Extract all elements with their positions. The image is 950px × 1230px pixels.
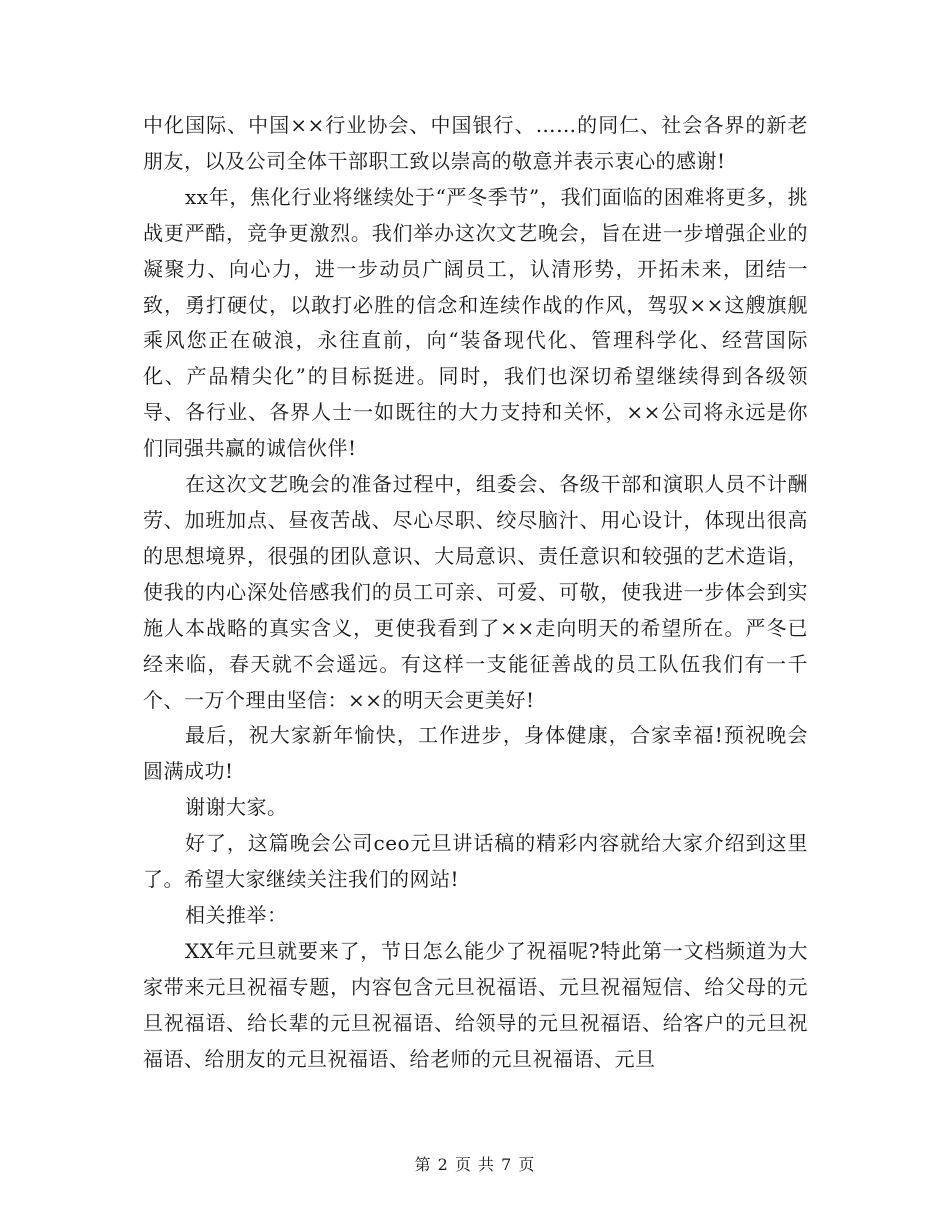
paragraph-continued-thanks: 中化国际、中国××行业协会、中国银行、……的同仁、社会各界的新老朋友，以及公司全体干部职工致以崇高的敬意并表示衷心的感谢! (143, 113, 808, 173)
paragraph-thank-you: 谢谢大家。 (185, 795, 288, 820)
paragraph-closing-note: 好了，这篇晚会公司ceo元旦讲话稿的精彩内容就给大家介绍到这里了。希望大家继续关注我们的网站! (143, 831, 808, 892)
document-body (143, 108, 808, 1077)
paragraph-related-heading: 相关推举： (185, 902, 288, 927)
page-number: 第 2 页 共 7 页 (414, 1155, 536, 1174)
paragraph-related-content: XX年元旦就要来了，节日怎么能少了祝福呢?特此第一文档频道为大家带来元旦祝福专题，内容包含元旦祝福语、元旦祝福短信、给父母的元旦祝福语、给长辈的元旦祝福语、给领导的元旦祝福语、给客户的元旦祝福语、给朋友的元旦祝福语、给老师的元旦祝福语、元旦 (143, 938, 808, 1071)
paragraph-industry-outlook: xx年，焦化行业将继续处于“严冬季节”，我们面临的困难将更多，挑战更严酷，竞争更激烈。我们举办这次文艺晚会，旨在进一步增强企业的凝聚力、向心力，进一步动员广阔员工，认清形势，开拓未来，团结一致，勇打硬仗，以敢打必胜的信念和连续作战的作风，驾驭××这艘旗舰乘风您正在破浪，永往直前，向“装备现代化、管理科学化、经营国际化、产品精尖化”的目标挺进。同时，我们也深切希望继续得到各级领导、各行业、各界人士一如既往的大力支持和关怀，××公司将永远是你们同强共赢的诚信伙伴! (143, 184, 808, 461)
paragraph-new-year-wishes: 最后，祝大家新年愉快，工作进步，身体健康，合家幸福!预祝晚会圆满成功! (143, 723, 808, 784)
page-footer (0, 1152, 950, 1175)
paragraph-preparation-praise: 在这次文艺晚会的准备过程中，组委会、各级干部和演职人员不计酬劳、加班加点、昼夜苦战、尽心尽职、绞尽脑汁、用心设计，体现出很高的思想境界，很强的团队意识、大局意识、责任意识和较强的艺术造诣，使我的内心深处倍感我们的员工可亲、可爱、可敬，使我进一步体会到实施人本战略的真实含义，更使我看到了××走向明天的希望所在。严冬已经来临，春天就不会遥远。有这样一支能征善战的员工队伍我们有一千个、一万个理由坚信：××的明天会更美好! (143, 472, 808, 712)
